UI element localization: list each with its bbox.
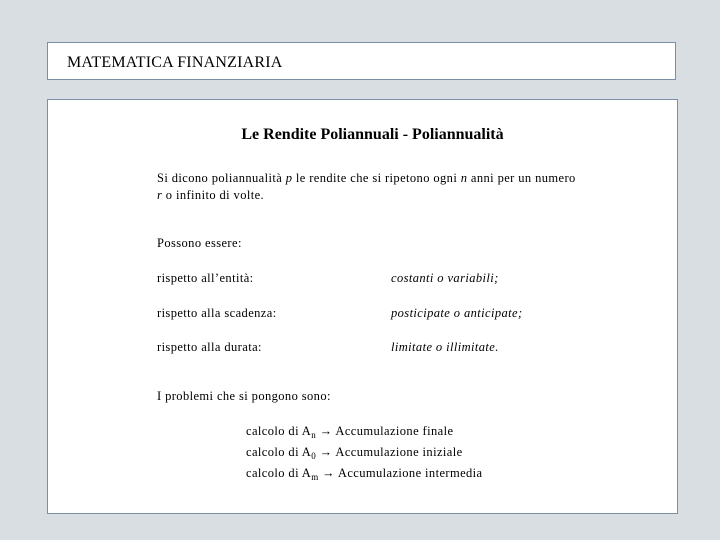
calcolo-item (246, 444, 483, 465)
calcolo-prefix: calcolo di A (246, 424, 312, 438)
problemi-heading: I problemi che si pongono sono: (157, 389, 331, 403)
calcolo-text: Accumulazione finale (335, 424, 454, 438)
calcolo-subscript: m (311, 472, 319, 482)
arrow-icon: → (322, 466, 336, 480)
row-label-scadenza: rispetto alla scadenza: (157, 306, 277, 320)
intro-part1: Si dicono poliannualità (157, 171, 283, 185)
row-value-durata: limitate o illimitate. (391, 340, 499, 354)
intro-paragraph (157, 170, 577, 204)
row-value-entita: costanti o variabili; (391, 271, 499, 285)
intro-var-n: n (460, 171, 468, 185)
intro-part3: anni per un numero (470, 171, 576, 185)
intro-var-p: p (285, 171, 293, 185)
header-title: MATEMATICA FINANZIARIA (67, 54, 283, 71)
slide-title: Le Rendite Poliannuali - Poliannualità (241, 126, 504, 143)
intro-part4: o infinito di volte. (165, 188, 265, 202)
calcolo-subscript: n (311, 430, 317, 440)
arrow-icon: → (319, 424, 333, 438)
possono-essere: Possono essere: (157, 236, 242, 250)
calcolo-subscript: 0 (311, 451, 317, 461)
content-box (47, 99, 678, 514)
calcoli-list (246, 423, 483, 486)
row-value-scadenza: posticipate o anticipate; (391, 306, 523, 320)
calcolo-prefix: calcolo di A (246, 466, 312, 480)
intro-var-r: r (157, 188, 163, 202)
arrow-icon: → (319, 445, 333, 459)
calcolo-text: Accumulazione intermedia (337, 466, 483, 480)
row-label-durata: rispetto alla durata: (157, 340, 262, 354)
calcolo-prefix: calcolo di A (246, 445, 312, 459)
calcolo-item (246, 465, 483, 486)
row-label-entita: rispetto all’entità: (157, 271, 254, 285)
header-box (47, 42, 676, 80)
calcolo-item (246, 423, 483, 444)
calcolo-text: Accumulazione iniziale (335, 445, 463, 459)
intro-part2: le rendite che si ripetono ogni (295, 171, 458, 185)
